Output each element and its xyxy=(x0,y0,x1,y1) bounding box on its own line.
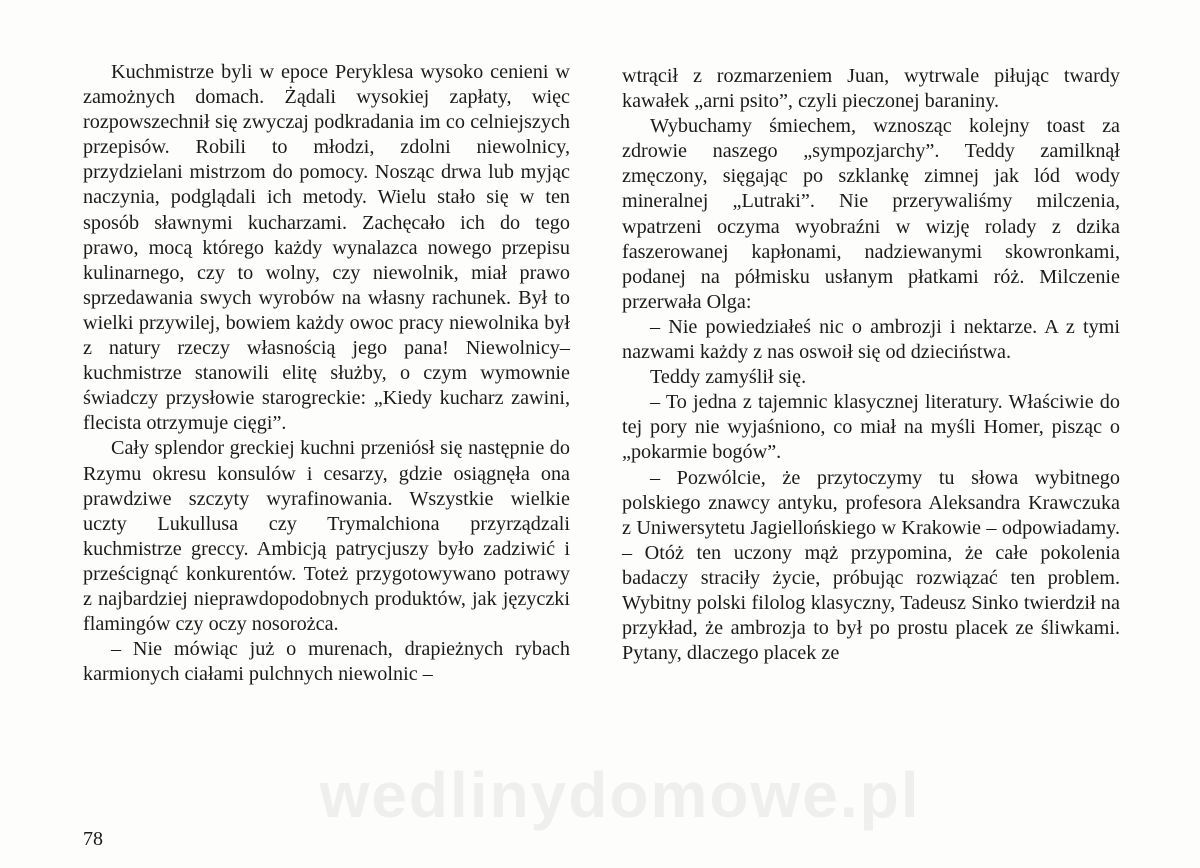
paragraph: wtrącił z rozmarzeniem Juan, wytrwale piłując twardy kawałek „arni psito”, czyli pieczonej baraniny. xyxy=(622,65,1120,113)
paragraph: – Nie mówiąc już o murenach, drapieżnych rybach karmionych ciałami pulchnych niewolnic – xyxy=(83,638,570,686)
watermark: wedlinydomowe.pl xyxy=(319,759,921,831)
paragraph: Kuchmistrze byli w epoce Peryklesa wysoko cenieni w zamożnych domach. Żądali wysokiej zapłaty, więc rozpowszechnił się zwyczaj podkradania im co celniejszych przepisów. Robili to młodzi, zdolni niewolnicy, przydzielani mistrzom do pomocy. Nosząc drwa lub myjąc naczynia, podglądali ich metody. Wielu stało się w ten sposób sławnymi kucharzami. Zachęcało ich do tego prawo, mocą którego każdy wynalazca nowego przepisu kulinarnego, czy to wolny, czy niewolnik, miał prawo sprzedawania swych wyrobów na własny rachunek. Był to wielki przywilej, bowiem każdy owoc pracy niewolnika był z natury rzeczy własnością jego pana! Niewolnicy–kuchmistrze stanowili elitę służby, o czym wymownie świadczy przysłowie starogreckie: „Kiedy kucharz zawini, flecista otrzymuje cięgi”. xyxy=(83,61,570,435)
paragraph: Cały splendor greckiej kuchni przeniósł się następnie do Rzymu okresu konsulów i cesarzy, gdzie osiągnęła ona prawdziwe szczyty wyrafinowania. Wszystkie wielkie uczty Lukullusa czy Trymalchiona przyrządzali kuchmistrze greccy. Ambicją patrycjuszy było zadziwić i prześcignąć konkurentów. Toteż przygotowywano potrawy z najbardziej nieprawdopodobnych produktów, jak języczki flamingów czy oczy nosorożca. xyxy=(83,437,570,636)
paragraph: – Pozwólcie, że przytoczymy tu słowa wybitnego polskiego znawcy antyku, profesora Aleksandra Krawczuka z Uniwersytetu Jagiellońskiego w Krakowie – odpowiadamy. – Otóż ten uczony mąż przypomina, że całe pokolenia badaczy straciły życie, próbując rozwiązać ten problem. Wybitny polski filolog klasyczny, Tadeusz Sinko twierdził na przykład, że ambrozja to był po prostu placek ze śliwkami. Pytany, dlaczego placek ze xyxy=(622,466,1120,665)
paragraph: Wybuchamy śmiechem, wznosząc kolejny toast za zdrowie naszego „sympozjarchy”. Teddy zamilknął zmęczony, sięgając po szklankę zimnej jak lód wody mineralnej „Lutraki”. Nie przerywaliśmy milczenia, wpatrzeni oczyma wyobraźni w wizję rolady z dzika faszerowanej kapłonami, nadziewanymi skowronkami, podanej na półmisku usłanym płatkami róż. Milczenie przerwała Olga: xyxy=(622,115,1120,313)
right-page-text xyxy=(622,64,1120,666)
page-number: 78 xyxy=(83,828,103,850)
paragraph: Teddy zamyślił się. xyxy=(650,366,807,389)
left-page-text xyxy=(83,60,570,687)
paragraph: – Nie powiedziałeś nic o ambrozji i nektarze. A z tymi nazwami każdy z nas oswoił się od dzieciństwa. xyxy=(622,315,1120,364)
paragraph: – To jedna z tajemnic klasycznej literatury. Właściwie do tej pory nie wyjaśniono, co miał na myśli Homer, pisząc o „pokarmie bogów”. xyxy=(622,391,1120,464)
